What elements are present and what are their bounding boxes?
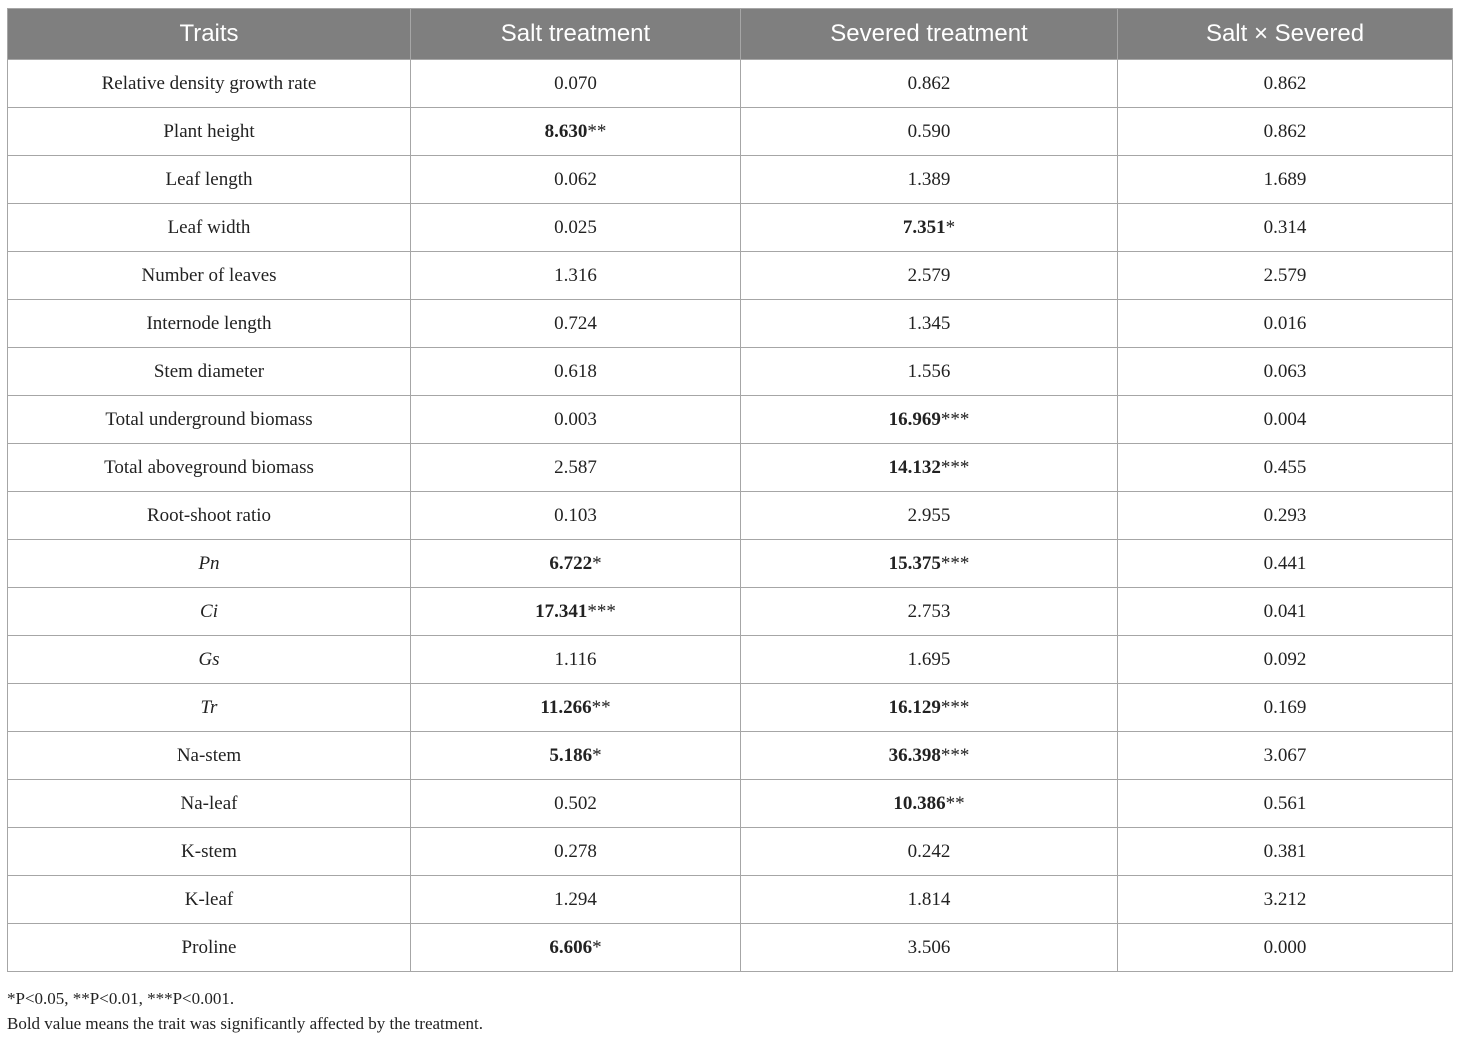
severed-treatment-cell (741, 924, 1118, 972)
significance-marker: *** (940, 552, 970, 574)
value: 1.689 (1263, 168, 1307, 190)
trait-cell: Na-stem (8, 732, 411, 780)
value: 0.502 (554, 792, 597, 814)
salt-x-severed-cell (1118, 60, 1453, 108)
salt-x-severed-cell (1118, 444, 1453, 492)
trait-cell: Gs (8, 636, 411, 684)
salt-treatment-cell (411, 924, 741, 972)
salt-x-severed-cell (1118, 732, 1453, 780)
value: 3.212 (1263, 888, 1307, 910)
salt-treatment-cell (411, 348, 741, 396)
significance-marker: * (592, 552, 602, 574)
significance-marker: *** (940, 456, 970, 478)
severed-treatment-cell (741, 732, 1118, 780)
table-footnotes (7, 986, 483, 1036)
salt-treatment-cell (411, 732, 741, 780)
value: 15.375 (888, 552, 941, 574)
anova-table-container (7, 8, 1452, 972)
salt-x-severed-cell (1118, 828, 1453, 876)
table-row (8, 732, 1453, 780)
value: 0.862 (907, 72, 951, 94)
value: 1.695 (907, 648, 951, 670)
value: 8.630 (544, 120, 588, 142)
salt-x-severed-cell (1118, 252, 1453, 300)
value: 1.294 (554, 888, 597, 910)
salt-x-severed-cell (1118, 636, 1453, 684)
value: 0.293 (1263, 504, 1307, 526)
table-row (8, 252, 1453, 300)
value: 6.606 (549, 936, 593, 958)
salt-x-severed-cell (1118, 156, 1453, 204)
severed-treatment-cell (741, 204, 1118, 252)
trait-cell: K-leaf (8, 876, 411, 924)
salt-treatment-cell (411, 252, 741, 300)
trait-cell: Number of leaves (8, 252, 411, 300)
value: 0.092 (1263, 648, 1307, 670)
table-row (8, 348, 1453, 396)
value: 1.316 (554, 264, 597, 286)
value: 1.389 (907, 168, 951, 190)
severed-treatment-cell (741, 60, 1118, 108)
severed-treatment-cell (741, 540, 1118, 588)
significance-marker: ** (591, 696, 611, 718)
value: 0.016 (1263, 312, 1307, 334)
significance-marker: ** (587, 120, 607, 142)
salt-treatment-cell (411, 396, 741, 444)
value: 17.341 (535, 600, 588, 622)
salt-x-severed-cell (1118, 876, 1453, 924)
value: 16.129 (888, 696, 941, 718)
severed-treatment-cell (741, 252, 1118, 300)
trait-cell: Na-leaf (8, 780, 411, 828)
severed-treatment-cell (741, 780, 1118, 828)
value: 0.025 (554, 216, 597, 238)
table-row (8, 108, 1453, 156)
value: 0.004 (1263, 408, 1307, 430)
table-row (8, 828, 1453, 876)
salt-treatment-cell (411, 828, 741, 876)
value: 36.398 (888, 744, 941, 766)
value: 0.063 (1263, 360, 1307, 382)
significance-marker: * (592, 744, 602, 766)
salt-treatment-cell (411, 876, 741, 924)
value: 0.441 (1263, 552, 1307, 574)
value: 7.351 (902, 216, 946, 238)
value: 14.132 (888, 456, 941, 478)
value: 0.314 (1263, 216, 1307, 238)
salt-x-severed-cell (1118, 540, 1453, 588)
value: 6.722 (549, 552, 593, 574)
significance-marker: *** (940, 696, 970, 718)
value: 0.862 (1263, 72, 1307, 94)
trait-cell: Plant height (8, 108, 411, 156)
severed-treatment-cell (741, 876, 1118, 924)
table-row (8, 780, 1453, 828)
table-row (8, 924, 1453, 972)
value: 16.969 (888, 408, 941, 430)
salt-x-severed-cell (1118, 396, 1453, 444)
table-row (8, 156, 1453, 204)
salt-treatment-cell (411, 588, 741, 636)
salt-x-severed-cell (1118, 492, 1453, 540)
table-row (8, 684, 1453, 732)
value: 2.753 (907, 600, 951, 622)
value: 0.561 (1263, 792, 1307, 814)
value: 0.455 (1263, 456, 1307, 478)
table-row (8, 444, 1453, 492)
severed-treatment-cell (741, 636, 1118, 684)
trait-cell: Tr (8, 684, 411, 732)
severed-treatment-cell (741, 684, 1118, 732)
salt-x-severed-cell (1118, 204, 1453, 252)
table-body (8, 60, 1453, 972)
value: 5.186 (549, 744, 593, 766)
salt-treatment-cell (411, 492, 741, 540)
severed-treatment-cell (741, 300, 1118, 348)
severed-treatment-cell (741, 108, 1118, 156)
severed-treatment-cell (741, 492, 1118, 540)
trait-cell: Stem diameter (8, 348, 411, 396)
value: 3.506 (907, 936, 951, 958)
table-row (8, 300, 1453, 348)
trait-cell: Pn (8, 540, 411, 588)
salt-treatment-cell (411, 156, 741, 204)
salt-x-severed-cell (1118, 348, 1453, 396)
header-salt-x-severed: Salt × Severed (1118, 9, 1453, 60)
salt-x-severed-cell (1118, 588, 1453, 636)
table-row (8, 492, 1453, 540)
value: 2.955 (907, 504, 951, 526)
header-salt-treatment: Salt treatment (411, 9, 741, 60)
value: 0.724 (554, 312, 597, 334)
trait-cell: K-stem (8, 828, 411, 876)
salt-x-severed-cell (1118, 684, 1453, 732)
severed-treatment-cell (741, 444, 1118, 492)
table-row (8, 540, 1453, 588)
salt-treatment-cell (411, 780, 741, 828)
table-header (8, 9, 1453, 60)
header-row (8, 9, 1453, 60)
significance-marker: * (945, 216, 956, 238)
value: 11.266 (540, 696, 592, 718)
significance-marker: *** (940, 744, 970, 766)
salt-treatment-cell (411, 300, 741, 348)
table-row (8, 876, 1453, 924)
value: 0.590 (907, 120, 951, 142)
significance-marker: ** (945, 792, 965, 814)
value: 2.579 (907, 264, 951, 286)
salt-treatment-cell (411, 540, 741, 588)
significance-marker: *** (587, 600, 616, 622)
salt-treatment-cell (411, 60, 741, 108)
severed-treatment-cell (741, 156, 1118, 204)
severed-treatment-cell (741, 588, 1118, 636)
value: 0.242 (907, 840, 951, 862)
salt-treatment-cell (411, 684, 741, 732)
value: 0.862 (1263, 120, 1307, 142)
trait-cell: Total aboveground biomass (8, 444, 411, 492)
value: 1.814 (907, 888, 951, 910)
value: 2.579 (1263, 264, 1307, 286)
value: 0.169 (1263, 696, 1307, 718)
salt-x-severed-cell (1118, 108, 1453, 156)
value: 0.003 (554, 408, 597, 430)
trait-cell: Ci (8, 588, 411, 636)
severed-treatment-cell (741, 396, 1118, 444)
salt-treatment-cell (411, 444, 741, 492)
value: 0.070 (554, 72, 597, 94)
table-row (8, 60, 1453, 108)
value: 1.345 (907, 312, 951, 334)
salt-x-severed-cell (1118, 300, 1453, 348)
table-row (8, 636, 1453, 684)
value: 0.041 (1263, 600, 1307, 622)
anova-table (7, 8, 1453, 972)
salt-treatment-cell (411, 636, 741, 684)
value: 1.116 (554, 648, 597, 670)
salt-treatment-cell (411, 108, 741, 156)
value: 10.386 (893, 792, 946, 814)
trait-cell: Root-shoot ratio (8, 492, 411, 540)
trait-cell: Leaf width (8, 204, 411, 252)
salt-x-severed-cell (1118, 924, 1453, 972)
value: 0.278 (554, 840, 597, 862)
salt-treatment-cell (411, 204, 741, 252)
salt-x-severed-cell (1118, 780, 1453, 828)
table-row (8, 204, 1453, 252)
severed-treatment-cell (741, 348, 1118, 396)
value: 0.103 (554, 504, 597, 526)
value: 0.381 (1263, 840, 1307, 862)
value: 0.618 (554, 360, 597, 382)
severed-treatment-cell (741, 828, 1118, 876)
significance-marker: *** (940, 408, 970, 430)
table-row (8, 396, 1453, 444)
trait-cell: Total underground biomass (8, 396, 411, 444)
value: 1.556 (907, 360, 951, 382)
trait-cell: Leaf length (8, 156, 411, 204)
table-row (8, 588, 1453, 636)
trait-cell: Internode length (8, 300, 411, 348)
value: 0.062 (554, 168, 597, 190)
trait-cell: Proline (8, 924, 411, 972)
trait-cell: Relative density growth rate (8, 60, 411, 108)
footnote-bold-note: Bold value means the trait was significantly affected by the treatment. (7, 1014, 483, 1033)
header-severed-treatment: Severed treatment (741, 9, 1118, 60)
value: 0.000 (1263, 936, 1307, 958)
footnote-significance: *P<0.05, **P<0.01, ***P<0.001. (7, 989, 235, 1008)
header-traits: Traits (8, 9, 411, 60)
value: 3.067 (1263, 744, 1307, 766)
value: 2.587 (554, 456, 597, 478)
significance-marker: * (592, 936, 602, 958)
